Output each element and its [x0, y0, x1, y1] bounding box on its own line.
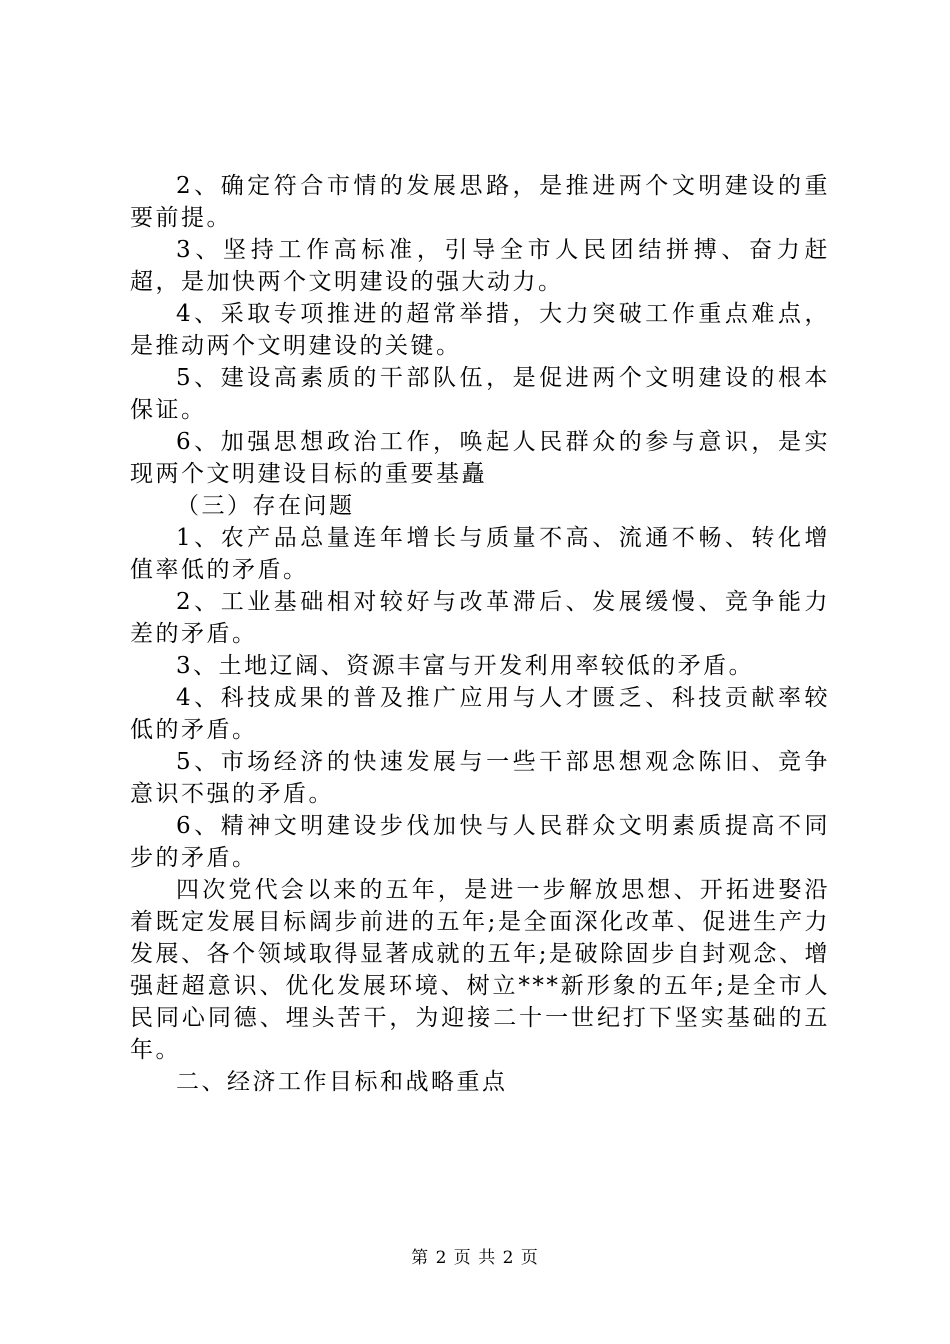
paragraph-summary: 四次党代会以来的五年，是进一步解放思想、开拓进娶沿着既定发展目标阔步前进的五年;是全面深化改革、促进生产力发展、各个领域取得显著成就的五年;是破除固步自封观念、增强赶超意识、优化发展环境、树立***新形象的五年;是全市人民同心同德、埋头苦干，为迎接二十一世纪打下坚实基础的五年。	[130, 877, 830, 1063]
paragraph-point-3: 3、坚持工作高标准，引导全市人民团结拼搏、奋力赶超，是加快两个文明建设的强大动力。	[130, 237, 830, 295]
paragraph-point-5: 5、建设高素质的干部队伍，是促进两个文明建设的根本保证。	[130, 365, 830, 423]
section-heading-problems: （三）存在问题	[176, 493, 355, 519]
paragraph-problem-1: 1、农产品总量连年增长与质量不高、流通不畅、转化增值率低的矛盾。	[130, 525, 830, 583]
paragraph-point-6: 6、加强思想政治工作，唤起人民群众的参与意识，是实现两个文明建设目标的重要基矗	[130, 429, 830, 487]
paragraph-problem-4: 4、科技成果的普及推广应用与人才匮乏、科技贡献率较低的矛盾。	[130, 685, 830, 743]
paragraph-point-4: 4、采取专项推进的超常举措，大力突破工作重点难点，是推动两个文明建设的关键。	[130, 301, 830, 359]
paragraph-problem-3: 3、土地辽阔、资源丰富与开发利用率较低的矛盾。	[176, 653, 755, 679]
paragraph-problem-2: 2、工业基础相对较好与改革滞后、发展缓慢、竞争能力差的矛盾。	[130, 589, 830, 647]
paragraph-problem-5: 5、市场经济的快速发展与一些干部思想观念陈旧、竞争意识不强的矛盾。	[130, 749, 830, 807]
section-heading-economic-goals: 二、经济工作目标和战略重点	[176, 1069, 508, 1095]
paragraph-problem-6: 6、精神文明建设步伐加快与人民群众文明素质提高不同步的矛盾。	[130, 813, 830, 871]
document-body	[130, 170, 830, 1098]
paragraph-point-2: 2、确定符合市情的发展思路，是推进两个文明建设的重要前提。	[130, 173, 830, 231]
page-footer: 第 2 页 共 2 页	[411, 1248, 539, 1268]
